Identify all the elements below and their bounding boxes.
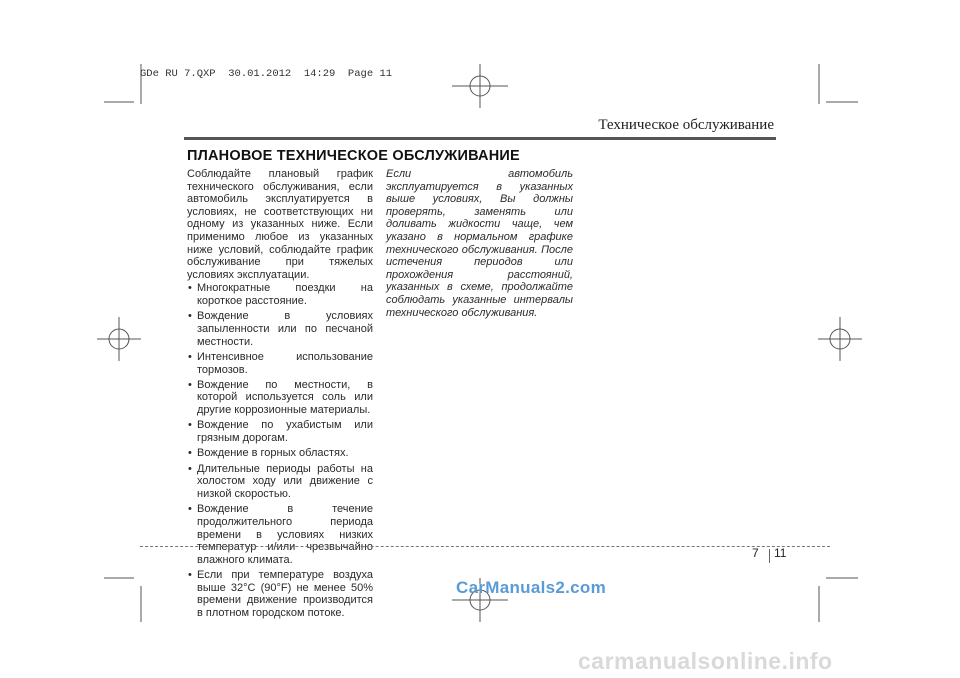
bullet-icon: • [188, 569, 192, 582]
bullet-icon: • [188, 310, 192, 323]
bullet-icon: • [188, 378, 192, 391]
section-title: ПЛАНОВОЕ ТЕХНИЧЕСКОЕ ОБСЛУЖИВАНИЕ [187, 148, 520, 164]
header-divider [184, 137, 776, 140]
bullet-icon: • [188, 462, 192, 475]
list-item: • Вождение по местности, в которой используется соль или другие коррозионные материалы. [188, 378, 373, 417]
page-number-separator [769, 549, 770, 563]
left-column [187, 168, 373, 622]
list-item: • Если при температуре воздуха выше 32°C (90°F) не менее 50% времени движение производится в плотном городском потоке. [188, 569, 373, 619]
intro-paragraph: Соблюдайте плановый график технического обслуживания, если автомобиль эксплуатируется в условиях, не соответствующих ни одному из указанных ниже. Если применимо любое из указанных ниже условий, соблюдайте график обслуживание при тяжелых условиях эксплуатации. [187, 168, 373, 281]
page-number: 11 [774, 546, 787, 560]
list-item: • Интенсивное использование тормозов. [188, 350, 373, 376]
bullet-icon: • [188, 350, 192, 363]
bullet-icon: • [188, 419, 192, 432]
right-column-note: Если автомобиль эксплуатируется в указанных выше условиях, Вы должны проверять, заменять или доливать жидкости чаще, чем указано в нормальном графике технического обслуживания. После истечения периодов или прохождения расстояний, указанных в схеме, продолжайте соблюдать указанные интервалы технического обслуживания. [386, 168, 573, 319]
chapter-number: 7 [752, 546, 759, 560]
footer-divider [140, 546, 830, 547]
list-item: • Вождение по ухабистым или грязным дорогам. [188, 419, 373, 445]
bullet-icon: • [188, 503, 192, 516]
list-item: • Длительные периоды работы на холостом ходу или движение с низкой скоростью. [188, 462, 373, 501]
bullet-icon: • [188, 447, 192, 460]
chapter-header-title: Техническое обслуживание [598, 117, 774, 133]
list-item: • Вождение в течение продолжительного периода времени в условиях низких температур и/или чрезвычайно влажного климата. [188, 503, 373, 566]
conditions-list [187, 282, 373, 619]
carmanuals-logo[interactable]: CarManuals2.com [456, 578, 606, 597]
list-item: • Вождение в условиях запыленности или по песчаной местности. [188, 310, 373, 348]
bullet-icon: • [188, 282, 192, 295]
print-slug: GDe RU 7.QXP 30.01.2012 14:29 Page 11 [140, 68, 393, 80]
list-item: • Вождение в горных областях. [188, 447, 349, 460]
watermark-text: carmanualsonline.info [578, 648, 833, 674]
list-item: • Многократные поездки на короткое расстояние. [188, 282, 373, 307]
